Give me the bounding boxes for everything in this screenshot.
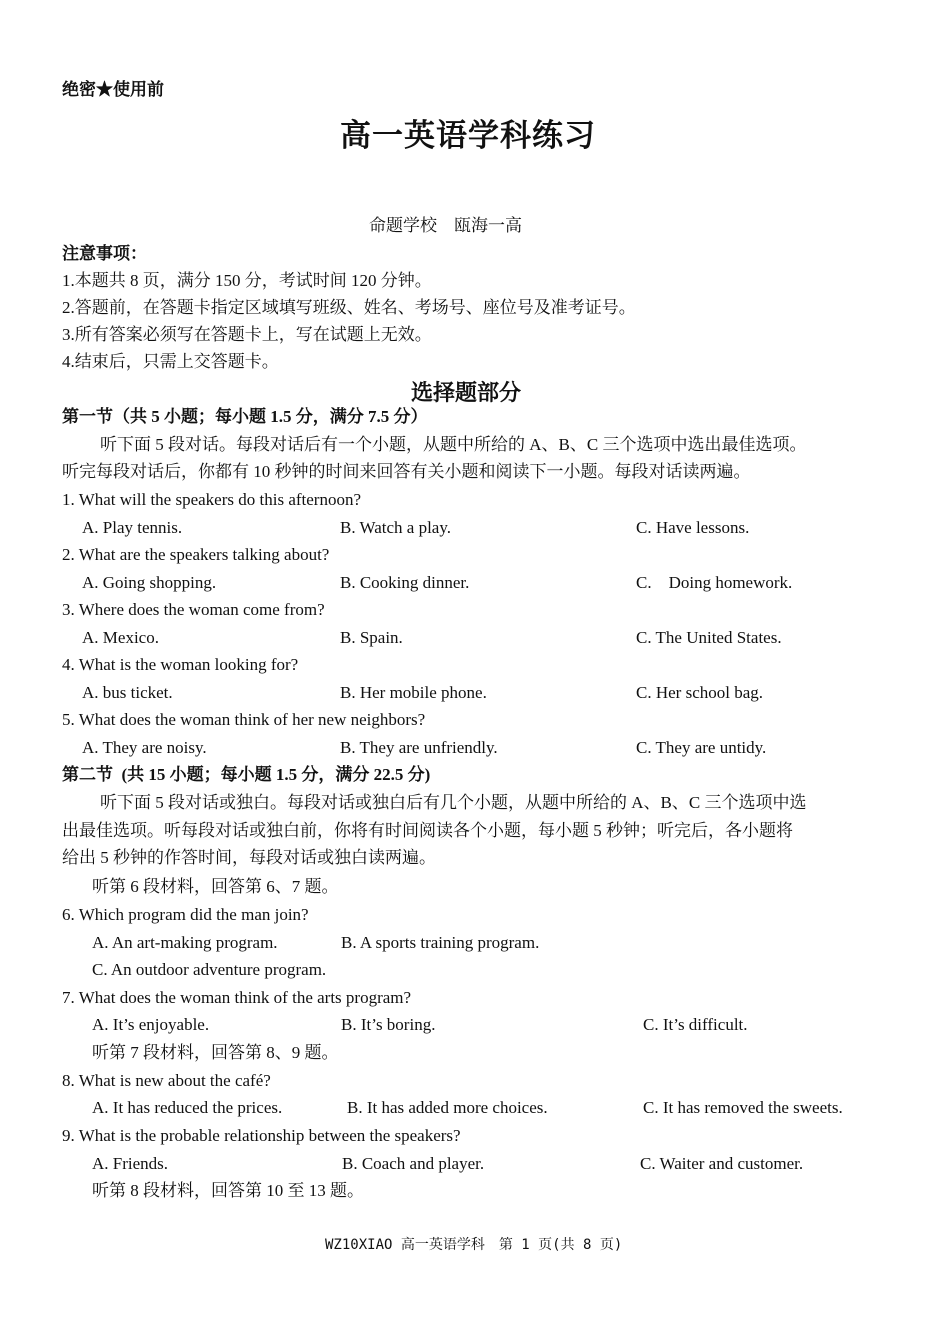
page-footer: WZ10XIAO 高一英语学科 第 1 页(共 8 页) [325, 1237, 623, 1253]
notice-item: 1.本题共 8 页，满分 150 分，考试时间 120 分钟。 [62, 271, 432, 290]
section2-instructions: 给出 5 秒钟的作答时间，每段对话或独白读两遍。 [62, 848, 436, 867]
listen-instruction: 听第 8 段材料，回答第 10 至 13 题。 [92, 1181, 364, 1200]
section1-instructions: 听下面 5 段对话。每段对话后有一个小题，从题中所给的 A、B、C 三个选项中选出最佳选项。 [100, 435, 807, 454]
option-b: B. Spain. [340, 628, 403, 647]
question-5: 5. What does the woman think of her new neighbors? [62, 710, 426, 729]
notice-item: 2.答题前，在答题卡指定区域填写班级、姓名、考场号、座位号及准考证号。 [62, 298, 636, 317]
page-title: 高一英语学科练习 [340, 118, 596, 153]
option-a: A. They are noisy. [82, 738, 207, 757]
question-8: 8. What is new about the café? [62, 1071, 271, 1090]
section2-heading: 第二节 (共 15 小题；每小题 1.5 分，满分 22.5 分) [62, 765, 431, 784]
option-a: A. It’s enjoyable. [92, 1015, 210, 1034]
option-b: B. They are unfriendly. [340, 738, 498, 757]
option-a: A. Mexico. [82, 628, 159, 647]
option-b: B. Cooking dinner. [340, 573, 470, 592]
school-line: 命题学校 瓯海一高 [369, 216, 522, 235]
notice-heading: 注意事项： [62, 244, 147, 263]
question-1: 1. What will the speakers do this afternoon? [62, 490, 361, 509]
option-c: C. Waiter and customer. [640, 1154, 804, 1173]
option-c: C. The United States. [636, 628, 782, 647]
option-c: C. It has removed the sweets. [643, 1098, 843, 1117]
listen-instruction: 听第 6 段材料，回答第 6、7 题。 [92, 877, 339, 896]
question-7: 7. What does the woman think of the arts program? [62, 988, 412, 1007]
notice-item: 3.所有答案必须写在答题卡上，写在试题上无效。 [62, 325, 432, 344]
option-a: A. It has reduced the prices. [92, 1098, 283, 1117]
option-b: B. Coach and player. [342, 1154, 485, 1173]
option-b: B. Watch a play. [340, 518, 451, 537]
option-a: A. bus ticket. [82, 683, 173, 702]
section1-instructions: 听完每段对话后，你都有 10 秒钟的时间来回答有关小题和阅读下一小题。每段对话读两遍。 [62, 462, 751, 481]
option-b: B. It has added more choices. [347, 1098, 548, 1117]
option-b: B. Her mobile phone. [340, 683, 487, 702]
option-c: C. Have lessons. [636, 518, 750, 537]
section2-instructions: 听下面 5 段对话或独白。每段对话或独白后有几个小题，从题中所给的 A、B、C 三个选项中选 [100, 793, 807, 812]
question-4: 4. What is the woman looking for? [62, 655, 299, 674]
question-3: 3. Where does the woman come from? [62, 600, 325, 619]
option-a: A. Play tennis. [82, 518, 183, 537]
listen-instruction: 听第 7 段材料，回答第 8、9 题。 [92, 1043, 339, 1062]
option-c: C. An outdoor adventure program. [92, 960, 327, 979]
section1-heading: 第一节（共 5 小题；每小题 1.5 分，满分 7.5 分） [62, 407, 428, 426]
option-a: A. Friends. [92, 1154, 169, 1173]
question-9: 9. What is the probable relationship between the speakers? [62, 1126, 461, 1145]
option-a: A. An art-making program. [92, 933, 278, 952]
option-c: C. Doing homework. [636, 573, 793, 592]
question-6: 6. Which program did the man join? [62, 905, 309, 924]
option-c: C. Her school bag. [636, 683, 764, 702]
option-a: A. Going shopping. [82, 573, 217, 592]
confidential-label: 绝密★使用前 [62, 80, 164, 99]
notice-item: 4.结束后，只需上交答题卡。 [62, 352, 279, 371]
option-c: C. They are untidy. [636, 738, 767, 757]
question-2: 2. What are the speakers talking about? [62, 545, 330, 564]
option-b: B. A sports training program. [341, 933, 540, 952]
section2-instructions: 出最佳选项。听每段对话或独白前，你将有时间阅读各个小题，每小题 5 秒钟；听完后，各小题将 [62, 821, 793, 840]
option-c: C. It’s difficult. [643, 1015, 748, 1034]
part-title: 选择题部分 [411, 380, 522, 405]
option-b: B. It’s boring. [341, 1015, 436, 1034]
